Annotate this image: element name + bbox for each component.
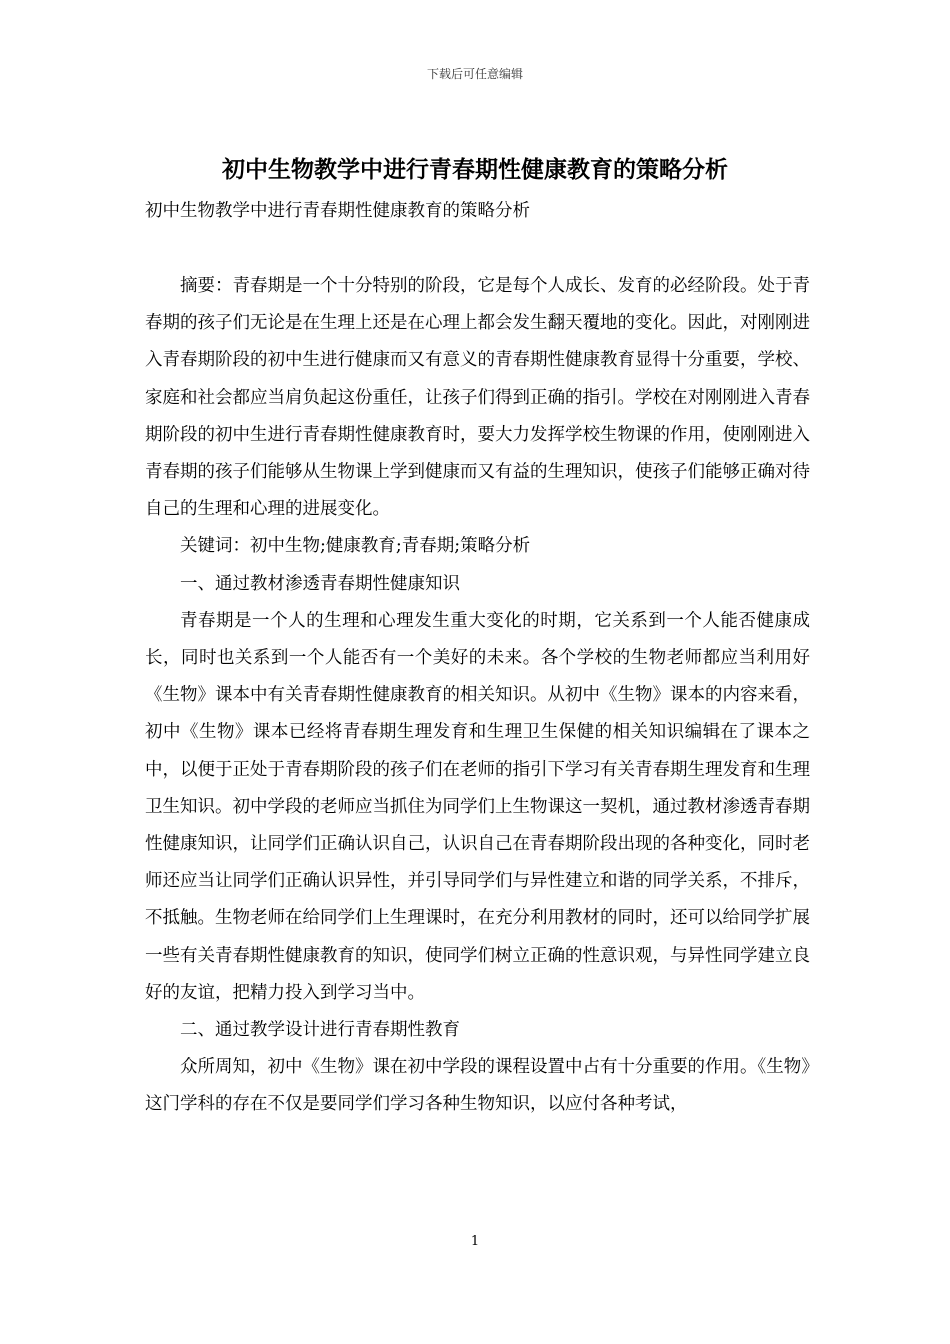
page-header-note: 下载后可任意编辑 (426, 67, 523, 81)
body-paragraph: 青春期是一个人的生理和心理发生重大变化的时期，它关系到一个人能否健康成长，同时也关系到一个人能否有一个美好的未来。各个学校的生物老师都应当利用好《生物》课本中有关青春期性健康教育的相关知识。从初中《生物》课本的内容来看，初中《生物》课本已经将青春期生理发育和生理卫生保健的相关知识编辑在了课本之中，以便于正处于青春期阶段的孩子们在老师的指引下学习有关青春期生理发育和生理卫生知识。初中学段的老师应当抓住为同学们上生物课这一契机，通过教材渗透青春期性健康知识，让同学们正确认识自己，认识自己在青春期阶段出现的各种变化，同时老师还应当让同学们正确认识异性，并引导同学们与异性建立和谐的同学关系，不排斥，不抵触。生物老师在给同学们上生理课时，在充分利用教材的同时，还可以给同学扩展一些有关青春期性健康教育的知识，使同学们树立正确的性意识观，与异性同学建立良好的友谊，把精力投入到学习当中。 (145, 610, 810, 1003)
document-subtitle: 初中生物教学中进行青春期性健康教育的策略分析 (145, 201, 530, 221)
page-number: 1 (470, 1234, 480, 1249)
keywords-paragraph: 关键词：初中生物;健康教育;青春期;策略分析 (180, 536, 531, 557)
section-heading-2: 二、通过教学设计进行青春期性教育 (180, 1020, 460, 1041)
document-body (145, 268, 810, 1124)
section-heading-1: 一、通过教材渗透青春期性健康知识 (180, 573, 460, 594)
abstract-paragraph: 摘要：青春期是一个十分特别的阶段，它是每个人成长、发育的必经阶段。处于青春期的孩子们无论是在生理上还是在心理上都会发生翻天覆地的变化。因此，对刚刚进入青春期阶段的初中生进行健康而又有意义的青春期性健康教育显得十分重要，学校、家庭和社会都应当肩负起这份重任，让孩子们得到正确的指引。学校在对刚刚进入青春期阶段的初中生进行青春期性健康教育时，要大力发挥学校生物课的作用，使刚刚进入青春期的孩子们能够从生物课上学到健康而又有益的生理知识，使孩子们能够正确对待自己的生理和心理的进展变化。 (145, 276, 810, 520)
body-paragraph: 众所周知，初中《生物》课在初中学段的课程设置中占有十分重要的作用。《生物》这门学科的存在不仅是要同学们学习各种生物知识，以应付各种考试， (145, 1057, 810, 1115)
document-title: 初中生物教学中进行青春期性健康教育的策略分析 (222, 156, 728, 183)
